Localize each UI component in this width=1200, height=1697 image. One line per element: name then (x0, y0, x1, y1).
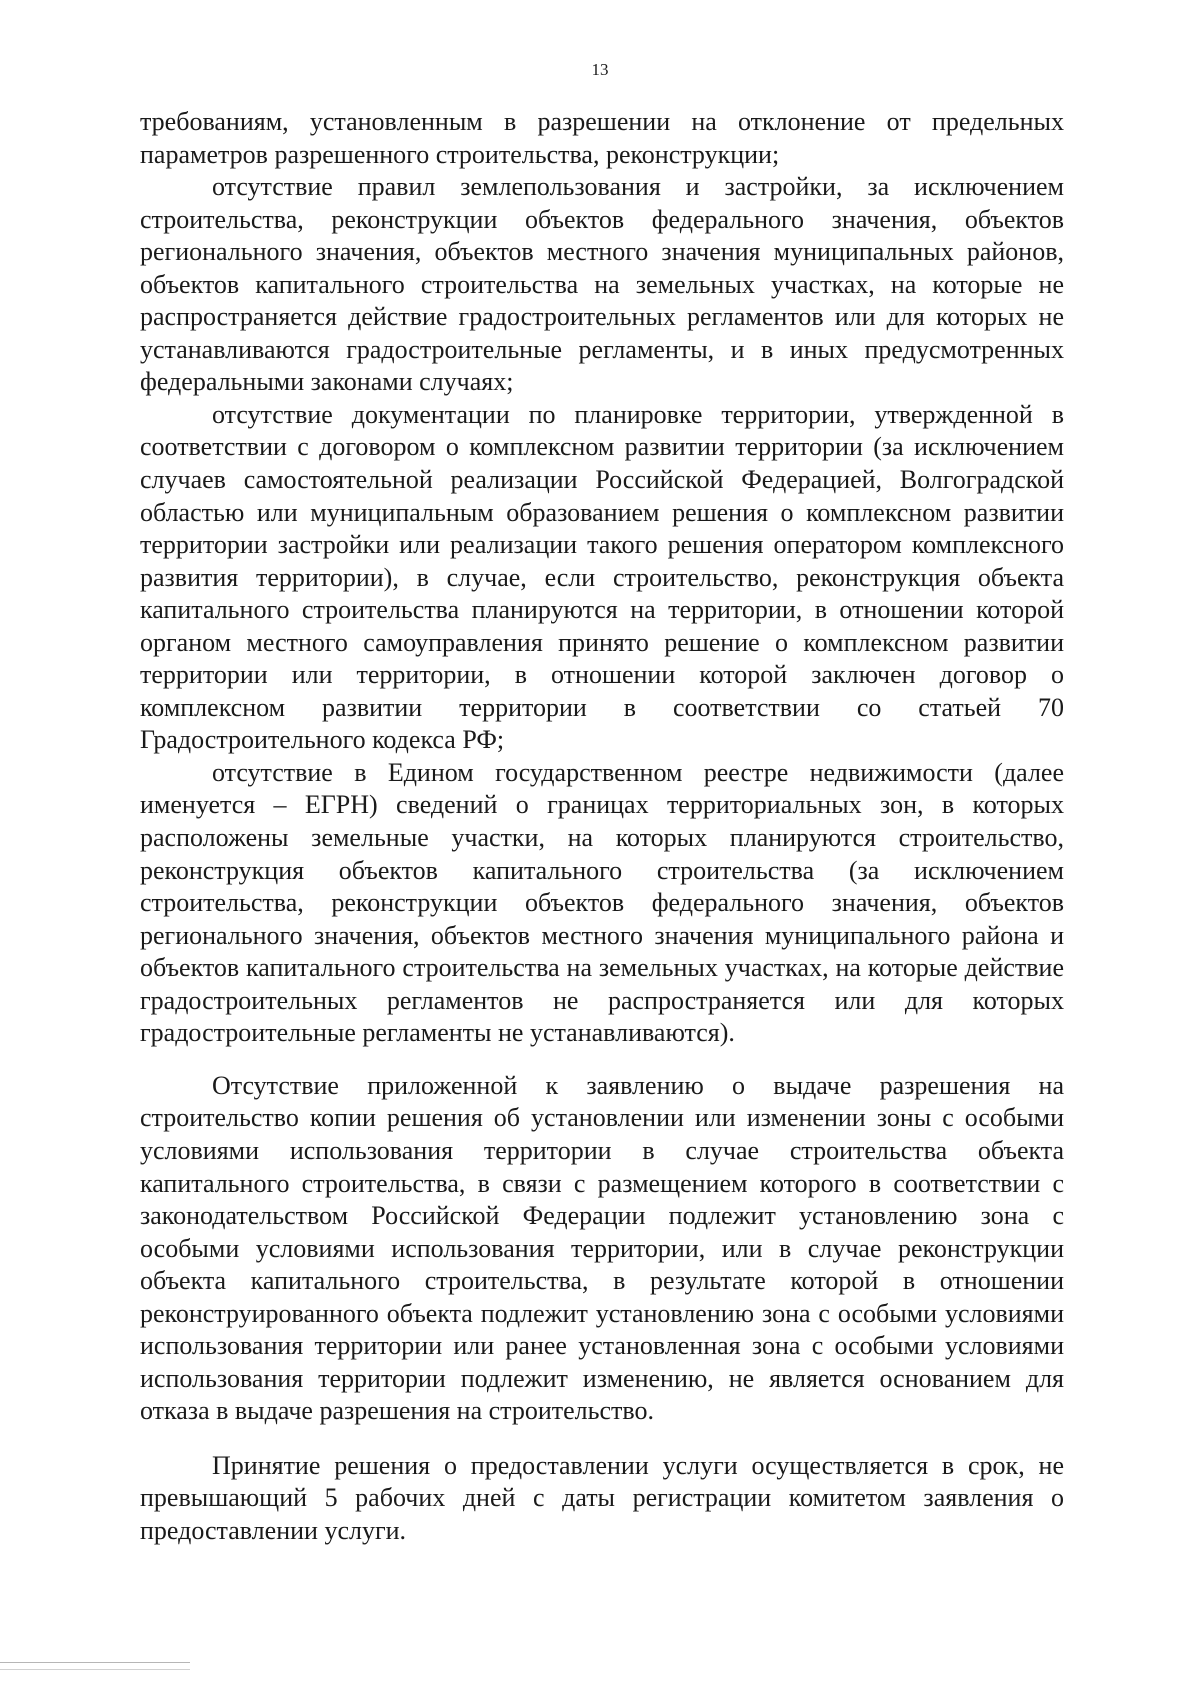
document-body (140, 106, 1064, 1548)
scan-edge-line (0, 1669, 190, 1670)
scan-edge-line (0, 1662, 190, 1663)
paragraph-no-planning-documentation: отсутствие документации по планировке территории, утвержденной в соответствии с договором о комплексном развитии территории (за исключением случаев самостоятельной реализации Российской Федерацией, Волгоградской областью или муниципальным образованием решения о комплексном развитии территории застройки или реализации такого решения оператором комплексного развития территории), в случае, если строительство, реконструкция объекта капитального строительства планируются на территории, в отношении которой органом местного самоуправления принято решение о комплексном развитии территории или территории, в отношении которой заключен договор о комплексном развитии территории в соответствии со статьей 70 Градостроительного кодекса РФ; (140, 399, 1064, 755)
paragraph-special-zone-decision: Отсутствие приложенной к заявлению о выдаче разрешения на строительство копии решения об установлении или изменении зоны с особыми условиями использования территории в случае строительства объекта капитального строительства, в связи с размещением которого в соответствии с законодательством Российской Федерации подлежит установлению зона с особыми условиями использования территории, или в случае реконструкции объекта капитального строительства, в результате которой в отношении реконструированного объекта подлежит установлению зона с особыми условиями использования территории или ранее установленная зона с особыми условиями использования территории подлежит изменению, не является основанием для отказа в выдаче разрешения на строительство. (140, 1070, 1064, 1426)
paragraph-continuation: требованиям, установленным в разрешении на отклонение от предельных параметров разрешенного строительства, реконструкции; (140, 107, 1064, 169)
paragraph-decision-deadline: Принятие решения о предоставлении услуги осуществляется в срок, не превышающий 5 рабочих дней с даты регистрации комитетом заявления о предоставлении услуги. (140, 1450, 1064, 1545)
page-number: 13 (591, 60, 609, 79)
paragraph-no-egrn-boundaries: отсутствие в Едином государственном реестре недвижимости (далее именуется – ЕГРН) сведений о границах территориальных зон, в которых расположены земельные участки, на которых планируются строительство, реконструкция объектов капитального строительства (за исключением строительства, реконструкции объектов федерального значения, объектов регионального значения, объектов местного значения муниципального района и объектов капитального строительства на земельных участках, на которые действие градостроительных регламентов не распространяется или для которых градостроительные регламенты не устанавливаются). (140, 757, 1064, 1048)
paragraph-no-land-use-rules: отсутствие правил землепользования и застройки, за исключением строительства, реконструкции объектов федерального значения, объектов регионального значения, объектов местного значения муниципальных районов, объектов капитального строительства на земельных участках, на которые не распространяется действие градостроительных регламентов или для которых не устанавливаются градостроительные регламенты, и в иных предусмотренных федеральными законами случаях; (140, 172, 1064, 397)
